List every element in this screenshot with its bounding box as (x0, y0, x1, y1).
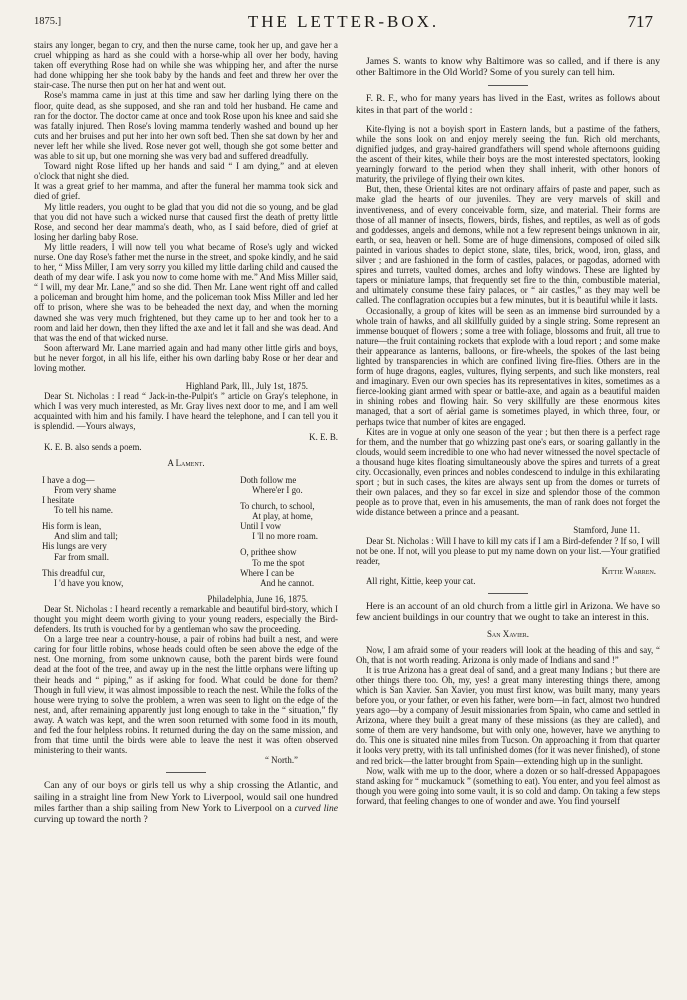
poem-line: Doth follow me (240, 474, 297, 485)
paragraph: Now, walk with me up to the door, where a dozen or so half-dressed Appapagoes stand asking for “ muckamuck ” (something to eat). You enter, and you feel almost as though you were going into some vault, it is so cold and damp. On taking a few steps forward, that feeling changes to one of wonder and awe. You find yourself (356, 765, 660, 806)
letter-signature: Kittie Warren. (601, 565, 656, 576)
editorial-note: Here is an account of an old church from a little girl in Arizona. We have so few ancient buildings in our country that we ought to take an interest in this. (356, 601, 660, 624)
poem-line: His lungs are very (42, 541, 107, 552)
poem-line: I hesitate (42, 495, 75, 506)
stanza (240, 501, 318, 541)
paragraph: Occasionally, a group of kites will be seen as an immense bird surrounded by a whole train of hawks, and all skillfully guided by a single string. Some represent an immense bouquet of flowers ; some a tree with foliage, blossoms and fruit, all true to nature—the fruit containing rockets that explode with a loud report ; and some make their appearance as lanterns, balloons, or fire-wheels, the spokes of the last being lighted by transparencies in which are confined living fire-flies. Others are in the form of huge dragons, eagles, vultures, flying serpents, and such like monsters, real and imaginary. Even our own species has its representatives in kites, sometimes as a fierce-looking giant armed with spear or battle-axe, and again as a beautiful maiden in shining robes and flowing hair. So very skillfully are these enormous kites managed, that a sort of aërial game is sometimes played, in which three, four, or perhaps twice that number of kites are engaged. (356, 305, 660, 427)
poem-line: I have a dog— (42, 474, 95, 485)
year-label: 1875.] (34, 16, 62, 27)
editorial-note: F. R. F., who for many years has lived in the East, writes as follows about kites in that part of the world : (356, 93, 660, 116)
question-text-end: curving up toward the north ? (34, 813, 148, 825)
paragraph: stairs any longer, began to cry, and then the nurse came, took her up, and gave her a cruel whipping as hard as she could with a horse-whip all over her body, having taken off everything Rose had on while she was whipping her, and after the nurse had done whipping her she took baby by the hands and feet and threw her over the stair-case. The nurse then put on her hat and went out. (34, 40, 338, 91)
poem-line: To tell his name. (54, 505, 114, 516)
paragraph: It was a great grief to her mamma, and after the funeral her mamma took sick and died of grief. (34, 181, 338, 202)
emphasis-text: curved line (294, 802, 339, 814)
poem-line: Where'er I go. (252, 484, 303, 495)
letter-dateline: Highland Park, Ill., July 1st, 1875. (185, 381, 308, 392)
stanza (240, 475, 318, 495)
poem-note: K. E. B. also sends a poem. (44, 441, 142, 452)
question-text: Can any of our boys or girls tell us why a ship crossing the Atlantic, and sailing in a straight line from New York to Liverpool, would sail one hundred miles farther than a ship sailing from New York to Liverpool on a (34, 780, 338, 814)
paragraph: Toward night Rose lifted up her hands and said “ I am dying,” and at eleven o'clock that night she died. (34, 161, 338, 182)
page-title: THE LETTER-BOX. (247, 12, 440, 31)
divider (488, 85, 528, 86)
letter-dateline: Philadelphia, June 16, 1875. (207, 593, 308, 604)
poem-line: O, prithee show (240, 547, 297, 558)
article-title: San Xavier. (486, 629, 529, 640)
letter-body: Dear St. Nicholas : Will I have to kill my cats if I am a Bird-defender ? If so, I will not be one. If not, will you please to put my name down on your list.—Your gratified reader, (356, 535, 660, 566)
poem-line: From very shame (54, 484, 117, 495)
paragraph: My little readers, you ought to be glad that you did not die so young, and be glad that you did not have such a wicked nurse that caused first the death of pretty little Rose, and second her dear mamma's death, who, as I said before, died of grief at losing her darling baby Rose. (34, 201, 338, 242)
letter-body: On a large tree near a country-house, a pair of robins had built a nest, and were caring for four little robins, whose heads could often be seen above the edge of the nest. One morning, from some unknown cause, both the parent birds were found dead at the foot of the tree, and away up in the nest the little orphans were lifting up their heads and “ piping,” as if asking for food. What could be done for them? Though in full view, it was almost impossible to reach the nest. While the folks of the house were trying to solve the problem, a wren was seen to light on the edge of the nest, and, after remaining apparently just long enough to take in the “ situation,” fly away. A watch was kept, and the wren soon returned with some food in its mouth, and fed the four helpless robins. It returned during the day on the same mission, and from that time until the birds were able to leave the nest it was often observed ministering to their wants. (34, 634, 338, 756)
paragraph: Kites are in vogue at only one season of the year ; but then there is a perfect rage for them, and the number that go whizzing past one's ears, or soaring gallantly in the clouds, would seem incredible to one who had never witnessed the novel spectacle of a thousand huge kites floating simultaneously above the spires and turrets of a great city. Occasionally, even princes and nobles condescend to indulge in this exhilarating sport ; but in such cases, the kites are always sent up from the domes or turrets of their own palaces, and they so far excel in size and splendor those of the common people as to prove that, even in his amusements, the man of rank does not forget the wide distance between a prince and a peasant. (356, 426, 660, 518)
poem-line: Where I can be (240, 567, 295, 578)
poem-line: His form is lean, (42, 521, 102, 532)
poem-line: Far from small. (54, 551, 109, 562)
paragraph: Soon afterward Mr. Lane married again and had many other little girls and boys, but he never forgot, in all his life, either his own darling baby Rose or her dear and loving mother. (34, 342, 338, 373)
poem-line: I 'll no more roam. (252, 531, 318, 542)
letter-dateline: Stamford, June 11. (573, 525, 640, 536)
right-column (356, 40, 660, 806)
editorial-question (34, 780, 338, 825)
poem-line: To me the spot (252, 557, 305, 568)
poem (34, 475, 338, 594)
poem-line: And he cannot. (260, 577, 315, 588)
poem-line: This dreadful cur, (42, 567, 105, 578)
poem-line: And slim and tall; (54, 531, 118, 542)
paragraph: Rose's mamma came in just at this time and saw her darling lying there on the floor, quite dead, as she supposed, and she ran and told her husband. He came and ran for the doctor. The doctor came at once and took Rose upon his knee and said she was fatally injured. Then Rose's loving mamma tenderly washed and bound up her cuts and her bruises and put her into her own soft bed. Then she sat down by her and never left her while she lived. Rose never got well, though she got some better and was able to sit up, but one morning she was very bad and suffered dreadfully. (34, 90, 338, 162)
stanza (42, 521, 123, 561)
paragraph: Now, I am afraid some of your readers will look at the heading of this and say, “ Oh, that is not worth reading. Arizona is only made of Indians and sand !” (356, 644, 660, 665)
divider (166, 772, 206, 773)
editorial-note: James S. wants to know why Baltimore was so called, and if there is any other Baltimore in the Old World? Some of you surely can tell him. (356, 56, 660, 79)
paragraph: My little readers, I will now tell you what became of Rose's ugly and wicked nurse. One day Rose's father met the nurse in the street, and spoke kindly, and he said to her, “ Miss Miller, I am very sorry you killed my little darling child and caused the death of my dear wife. I ask you now to come home with me.” And Miss Miller said, “ I will, my dear Mr. Lane,” and so she did. Then Mr. Lane went right off and called a policeman and brought him home, and the policeman took Miss Miller and led her off to prison, where she was to be beheaded the next day, and when the morning dawned she was very much frightened, but they came up to her and took her to a room and laid her down, then they lifted the axe and let it fall and she was dead. And that was the end of that wicked nurse. (34, 241, 338, 343)
divider (488, 593, 528, 594)
poem-line: To church, to school, (240, 501, 315, 512)
letter-signature: K. E. B. (309, 431, 338, 442)
letter-signature: “ North.” (264, 755, 298, 766)
page-number: 717 (627, 12, 653, 31)
letter-body: Dear St. Nicholas : I heard recently a remarkable and beautiful bird-story, which I thought you might deem worth giving to your young readers, especially the Bird-defenders. Its truth is vouched for by a gentleman who saw the proceeding. (34, 603, 338, 635)
poem-right-column (240, 475, 318, 594)
running-header (34, 10, 653, 32)
letter-body: Dear St. Nicholas : I read “ Jack-in-the-Pulpit's ” article on Gray's telephone, in which I was very much interested, as Mr. Gray lives next door to me, and I am well acquainted with him and his family. I have heard the telephone, and I can tell you it is splendid. —Yours always, (34, 391, 338, 432)
stanza (42, 568, 123, 588)
poem-line: I 'd have you know, (54, 577, 124, 588)
stanza (42, 475, 123, 515)
left-column (34, 40, 338, 825)
poem-line: Until I vow (240, 521, 281, 532)
stanza (240, 547, 318, 587)
poem-title: A Lament. (167, 457, 205, 468)
paragraph: But, then, these Oriental kites are not ordinary affairs of paste and paper, such as make glad the hearts of our juveniles. They are very marvels of skill and inventiveness, and of every conceivable form, size, and material. Their forms are those of all manner of insects, flowers, birds, fishes, and reptiles, as well as of gods and goddesses, angels and demons, while not a few represent beings unknown in air, earth, or sea, heaven or hell. Some are of huge dimensions, composed of oiled silk painted in various shades to depict stone, slate, tiles, brick, wood, iron, glass, and silver ; and are fashioned in the form of castles, palaces, or pagodas, adorned with spires and turrets, vaulted domes, arches and lofty windows. These are lighted by tapers or miniature lamps, that frequently set fire to the thin, combustible material, and ultimately consume these fairy palaces, or “ air castles,” as they may well be called. The conflagration occupies but a few minutes, but it is beautiful while it lasts. (356, 184, 660, 306)
paragraph: Kite-flying is not a boyish sport in Eastern lands, but a pastime of the fathers, while the sons look on and enjoy merely seeing the fun. Rich old merchants, dignified judges, and gray-haired grandfathers will spend whole afternoons guiding the ascent of their kites, while their boys are the most interested spectators, looking yearningly forward to the period when they shall inherit, with other honors of maturity, the privilege of flying their own kites. (356, 123, 660, 185)
poem-line: At play, at home, (252, 511, 313, 522)
editorial-reply: All right, Kittie, keep your cat. (366, 575, 476, 586)
poem-left-column (42, 475, 123, 594)
paragraph: It is true Arizona has a great deal of sand, and a great many Indians ; but there are other things there too. Oh, my, yes! a great many interesting things there, among which is San Xavier. San Xavier, you must first know, was built many, many years before you, or your father, or even his father, were born—in fact, almost two hundred years ago—by a company of Jesuit missionaries from Spain, who came and settled in Arizona, where they built a great many of these missions (as they are called), and some of them are very handsome, but with only one, however, have we anything to do. This one is situated nine miles from Tucson. On approaching it from that quarter it looks very pretty, with its tall unfinished domes (for it was never finished), of stone and red brick—the latter brought from Spain—extending high up in the sunlight. (356, 664, 660, 766)
